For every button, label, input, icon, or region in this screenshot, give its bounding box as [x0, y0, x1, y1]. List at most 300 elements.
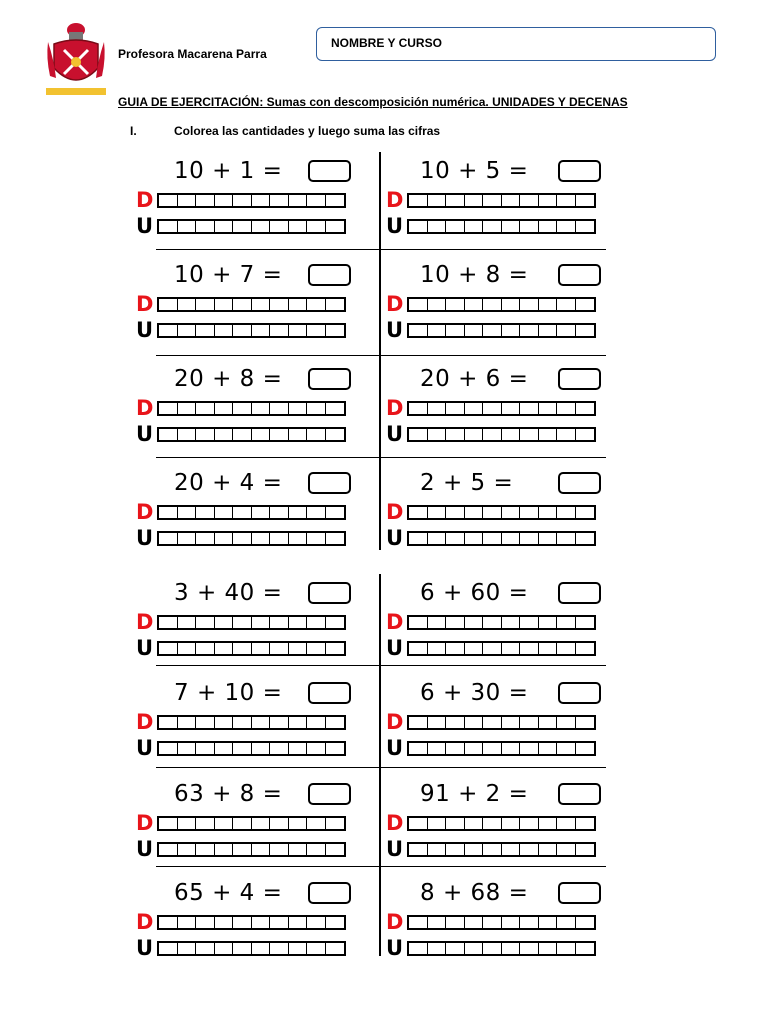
counting-cell[interactable]: [252, 429, 271, 440]
counting-cell[interactable]: [270, 195, 289, 206]
counting-cell[interactable]: [428, 917, 447, 928]
counting-cell[interactable]: [409, 617, 428, 628]
counting-cell[interactable]: [409, 221, 428, 232]
counting-cell[interactable]: [483, 717, 502, 728]
counting-cell[interactable]: [159, 743, 178, 754]
counting-cell[interactable]: [252, 844, 271, 855]
counting-cell[interactable]: [483, 221, 502, 232]
counting-cell[interactable]: [196, 818, 215, 829]
counting-cell[interactable]: [289, 617, 308, 628]
counting-cell[interactable]: [159, 844, 178, 855]
counting-cell[interactable]: [215, 917, 234, 928]
counting-cell[interactable]: [576, 533, 595, 544]
counting-cell[interactable]: [483, 403, 502, 414]
answer-box[interactable]: [558, 160, 601, 182]
answer-box[interactable]: [558, 882, 601, 904]
answer-box[interactable]: [308, 264, 351, 286]
counting-cell[interactable]: [215, 221, 234, 232]
counting-cell[interactable]: [233, 643, 252, 654]
counting-cell[interactable]: [326, 221, 345, 232]
counting-cell[interactable]: [159, 403, 178, 414]
counting-cell[interactable]: [233, 943, 252, 954]
counting-cell[interactable]: [270, 643, 289, 654]
counting-cell[interactable]: [446, 617, 465, 628]
counting-cell[interactable]: [428, 717, 447, 728]
counting-cell[interactable]: [502, 917, 521, 928]
counting-cell[interactable]: [576, 195, 595, 206]
counting-cell[interactable]: [215, 299, 234, 310]
counting-cell[interactable]: [576, 743, 595, 754]
counting-cell[interactable]: [557, 221, 576, 232]
counting-cell[interactable]: [215, 195, 234, 206]
counting-cell[interactable]: [252, 818, 271, 829]
counting-cell[interactable]: [539, 403, 558, 414]
counting-cell[interactable]: [326, 403, 345, 414]
counting-cell[interactable]: [252, 533, 271, 544]
counting-cell[interactable]: [270, 743, 289, 754]
counting-cell[interactable]: [483, 507, 502, 518]
counting-cell[interactable]: [270, 403, 289, 414]
counting-cell[interactable]: [270, 844, 289, 855]
counting-cell[interactable]: [557, 917, 576, 928]
counting-cell[interactable]: [557, 403, 576, 414]
counting-cell[interactable]: [270, 507, 289, 518]
counting-cell[interactable]: [409, 403, 428, 414]
counting-cell[interactable]: [576, 917, 595, 928]
counting-cell[interactable]: [289, 507, 308, 518]
counting-cell[interactable]: [428, 533, 447, 544]
counting-cell[interactable]: [520, 221, 539, 232]
answer-box[interactable]: [558, 783, 601, 805]
counting-cell[interactable]: [270, 221, 289, 232]
counting-cell[interactable]: [289, 533, 308, 544]
answer-box[interactable]: [308, 472, 351, 494]
counting-cell[interactable]: [465, 429, 484, 440]
counting-cell[interactable]: [446, 717, 465, 728]
counting-cell[interactable]: [465, 195, 484, 206]
counting-cell[interactable]: [409, 943, 428, 954]
counting-cell[interactable]: [215, 818, 234, 829]
counting-cell[interactable]: [502, 643, 521, 654]
counting-cell[interactable]: [428, 643, 447, 654]
counting-cell[interactable]: [326, 717, 345, 728]
counting-cell[interactable]: [252, 403, 271, 414]
counting-cell[interactable]: [465, 943, 484, 954]
counting-cell[interactable]: [409, 195, 428, 206]
counting-cell[interactable]: [233, 717, 252, 728]
counting-cell[interactable]: [465, 844, 484, 855]
counting-cell[interactable]: [502, 507, 521, 518]
counting-cell[interactable]: [326, 429, 345, 440]
counting-cell[interactable]: [557, 717, 576, 728]
counting-cell[interactable]: [307, 325, 326, 336]
counting-cell[interactable]: [252, 643, 271, 654]
counting-cell[interactable]: [465, 325, 484, 336]
counting-cell[interactable]: [428, 195, 447, 206]
counting-cell[interactable]: [289, 943, 308, 954]
counting-cell[interactable]: [576, 325, 595, 336]
counting-cell[interactable]: [576, 507, 595, 518]
counting-cell[interactable]: [446, 429, 465, 440]
counting-cell[interactable]: [465, 643, 484, 654]
counting-cell[interactable]: [539, 743, 558, 754]
counting-cell[interactable]: [576, 429, 595, 440]
counting-cell[interactable]: [520, 844, 539, 855]
counting-cell[interactable]: [483, 429, 502, 440]
counting-cell[interactable]: [178, 743, 197, 754]
counting-cell[interactable]: [252, 917, 271, 928]
counting-cell[interactable]: [215, 429, 234, 440]
counting-cell[interactable]: [307, 299, 326, 310]
counting-cell[interactable]: [409, 717, 428, 728]
counting-cell[interactable]: [539, 299, 558, 310]
counting-cell[interactable]: [446, 299, 465, 310]
counting-cell[interactable]: [178, 429, 197, 440]
counting-cell[interactable]: [326, 643, 345, 654]
counting-cell[interactable]: [233, 195, 252, 206]
counting-cell[interactable]: [178, 325, 197, 336]
counting-cell[interactable]: [409, 429, 428, 440]
counting-cell[interactable]: [307, 917, 326, 928]
counting-cell[interactable]: [270, 429, 289, 440]
counting-cell[interactable]: [326, 943, 345, 954]
counting-cell[interactable]: [539, 429, 558, 440]
counting-cell[interactable]: [307, 221, 326, 232]
counting-cell[interactable]: [465, 533, 484, 544]
counting-cell[interactable]: [178, 195, 197, 206]
counting-cell[interactable]: [428, 617, 447, 628]
counting-cell[interactable]: [428, 299, 447, 310]
counting-cell[interactable]: [215, 943, 234, 954]
counting-cell[interactable]: [502, 403, 521, 414]
counting-cell[interactable]: [483, 844, 502, 855]
counting-cell[interactable]: [270, 299, 289, 310]
counting-cell[interactable]: [409, 507, 428, 518]
counting-cell[interactable]: [233, 917, 252, 928]
counting-cell[interactable]: [576, 617, 595, 628]
counting-cell[interactable]: [215, 533, 234, 544]
counting-cell[interactable]: [520, 643, 539, 654]
counting-cell[interactable]: [196, 195, 215, 206]
counting-cell[interactable]: [307, 617, 326, 628]
counting-cell[interactable]: [289, 844, 308, 855]
counting-cell[interactable]: [483, 818, 502, 829]
counting-cell[interactable]: [465, 507, 484, 518]
answer-box[interactable]: [308, 160, 351, 182]
counting-cell[interactable]: [520, 943, 539, 954]
counting-cell[interactable]: [307, 643, 326, 654]
counting-cell[interactable]: [307, 507, 326, 518]
counting-cell[interactable]: [409, 533, 428, 544]
counting-cell[interactable]: [326, 195, 345, 206]
counting-cell[interactable]: [502, 533, 521, 544]
counting-cell[interactable]: [502, 221, 521, 232]
counting-cell[interactable]: [428, 943, 447, 954]
counting-cell[interactable]: [233, 743, 252, 754]
counting-cell[interactable]: [557, 429, 576, 440]
counting-cell[interactable]: [446, 221, 465, 232]
counting-cell[interactable]: [409, 325, 428, 336]
counting-cell[interactable]: [326, 299, 345, 310]
counting-cell[interactable]: [233, 325, 252, 336]
counting-cell[interactable]: [196, 325, 215, 336]
counting-cell[interactable]: [483, 917, 502, 928]
counting-cell[interactable]: [539, 325, 558, 336]
counting-cell[interactable]: [196, 429, 215, 440]
counting-cell[interactable]: [289, 325, 308, 336]
counting-cell[interactable]: [539, 507, 558, 518]
counting-cell[interactable]: [446, 818, 465, 829]
counting-cell[interactable]: [178, 917, 197, 928]
counting-cell[interactable]: [159, 533, 178, 544]
counting-cell[interactable]: [159, 507, 178, 518]
counting-cell[interactable]: [520, 429, 539, 440]
counting-cell[interactable]: [409, 643, 428, 654]
counting-cell[interactable]: [307, 943, 326, 954]
counting-cell[interactable]: [289, 917, 308, 928]
counting-cell[interactable]: [233, 221, 252, 232]
counting-cell[interactable]: [252, 325, 271, 336]
counting-cell[interactable]: [178, 717, 197, 728]
counting-cell[interactable]: [196, 299, 215, 310]
counting-cell[interactable]: [159, 195, 178, 206]
counting-cell[interactable]: [196, 943, 215, 954]
counting-cell[interactable]: [196, 403, 215, 414]
counting-cell[interactable]: [557, 743, 576, 754]
counting-cell[interactable]: [178, 617, 197, 628]
counting-cell[interactable]: [502, 195, 521, 206]
counting-cell[interactable]: [289, 221, 308, 232]
counting-cell[interactable]: [520, 818, 539, 829]
counting-cell[interactable]: [576, 818, 595, 829]
counting-cell[interactable]: [483, 195, 502, 206]
counting-cell[interactable]: [539, 917, 558, 928]
counting-cell[interactable]: [196, 743, 215, 754]
counting-cell[interactable]: [557, 943, 576, 954]
counting-cell[interactable]: [409, 743, 428, 754]
counting-cell[interactable]: [557, 818, 576, 829]
counting-cell[interactable]: [409, 917, 428, 928]
counting-cell[interactable]: [502, 844, 521, 855]
counting-cell[interactable]: [233, 429, 252, 440]
counting-cell[interactable]: [270, 717, 289, 728]
counting-cell[interactable]: [270, 917, 289, 928]
counting-cell[interactable]: [252, 195, 271, 206]
counting-cell[interactable]: [233, 507, 252, 518]
counting-cell[interactable]: [289, 195, 308, 206]
answer-box[interactable]: [308, 582, 351, 604]
counting-cell[interactable]: [159, 818, 178, 829]
counting-cell[interactable]: [270, 818, 289, 829]
counting-cell[interactable]: [539, 221, 558, 232]
counting-cell[interactable]: [307, 195, 326, 206]
counting-cell[interactable]: [196, 844, 215, 855]
counting-cell[interactable]: [539, 818, 558, 829]
counting-cell[interactable]: [326, 325, 345, 336]
counting-cell[interactable]: [557, 844, 576, 855]
counting-cell[interactable]: [502, 717, 521, 728]
counting-cell[interactable]: [233, 533, 252, 544]
counting-cell[interactable]: [196, 617, 215, 628]
counting-cell[interactable]: [465, 221, 484, 232]
counting-cell[interactable]: [252, 299, 271, 310]
counting-cell[interactable]: [307, 533, 326, 544]
counting-cell[interactable]: [557, 507, 576, 518]
counting-cell[interactable]: [159, 429, 178, 440]
counting-cell[interactable]: [233, 403, 252, 414]
counting-cell[interactable]: [307, 844, 326, 855]
counting-cell[interactable]: [196, 507, 215, 518]
counting-cell[interactable]: [520, 403, 539, 414]
counting-cell[interactable]: [289, 643, 308, 654]
counting-cell[interactable]: [465, 743, 484, 754]
answer-box[interactable]: [308, 882, 351, 904]
counting-cell[interactable]: [576, 643, 595, 654]
counting-cell[interactable]: [557, 643, 576, 654]
counting-cell[interactable]: [326, 533, 345, 544]
counting-cell[interactable]: [557, 299, 576, 310]
counting-cell[interactable]: [215, 403, 234, 414]
counting-cell[interactable]: [446, 507, 465, 518]
counting-cell[interactable]: [446, 403, 465, 414]
counting-cell[interactable]: [215, 507, 234, 518]
counting-cell[interactable]: [520, 299, 539, 310]
counting-cell[interactable]: [178, 507, 197, 518]
counting-cell[interactable]: [483, 943, 502, 954]
counting-cell[interactable]: [428, 818, 447, 829]
counting-cell[interactable]: [289, 743, 308, 754]
answer-box[interactable]: [558, 682, 601, 704]
counting-cell[interactable]: [196, 221, 215, 232]
counting-cell[interactable]: [215, 617, 234, 628]
counting-cell[interactable]: [483, 299, 502, 310]
counting-cell[interactable]: [409, 299, 428, 310]
counting-cell[interactable]: [409, 844, 428, 855]
counting-cell[interactable]: [502, 429, 521, 440]
counting-cell[interactable]: [159, 917, 178, 928]
counting-cell[interactable]: [539, 533, 558, 544]
counting-cell[interactable]: [326, 507, 345, 518]
counting-cell[interactable]: [289, 818, 308, 829]
counting-cell[interactable]: [502, 617, 521, 628]
counting-cell[interactable]: [520, 717, 539, 728]
counting-cell[interactable]: [252, 717, 271, 728]
answer-box[interactable]: [558, 264, 601, 286]
counting-cell[interactable]: [483, 617, 502, 628]
counting-cell[interactable]: [159, 617, 178, 628]
counting-cell[interactable]: [326, 743, 345, 754]
counting-cell[interactable]: [159, 943, 178, 954]
counting-cell[interactable]: [215, 844, 234, 855]
counting-cell[interactable]: [307, 429, 326, 440]
counting-cell[interactable]: [252, 943, 271, 954]
counting-cell[interactable]: [252, 617, 271, 628]
counting-cell[interactable]: [428, 844, 447, 855]
counting-cell[interactable]: [178, 299, 197, 310]
counting-cell[interactable]: [270, 943, 289, 954]
counting-cell[interactable]: [159, 717, 178, 728]
counting-cell[interactable]: [428, 403, 447, 414]
counting-cell[interactable]: [428, 429, 447, 440]
counting-cell[interactable]: [539, 195, 558, 206]
counting-cell[interactable]: [502, 818, 521, 829]
counting-cell[interactable]: [196, 717, 215, 728]
counting-cell[interactable]: [520, 195, 539, 206]
counting-cell[interactable]: [178, 221, 197, 232]
counting-cell[interactable]: [502, 325, 521, 336]
counting-cell[interactable]: [178, 844, 197, 855]
counting-cell[interactable]: [233, 818, 252, 829]
counting-cell[interactable]: [502, 943, 521, 954]
counting-cell[interactable]: [307, 717, 326, 728]
counting-cell[interactable]: [178, 403, 197, 414]
counting-cell[interactable]: [520, 507, 539, 518]
counting-cell[interactable]: [557, 325, 576, 336]
counting-cell[interactable]: [159, 643, 178, 654]
counting-cell[interactable]: [159, 221, 178, 232]
counting-cell[interactable]: [446, 643, 465, 654]
counting-cell[interactable]: [465, 403, 484, 414]
counting-cell[interactable]: [446, 743, 465, 754]
counting-cell[interactable]: [520, 617, 539, 628]
counting-cell[interactable]: [289, 717, 308, 728]
counting-cell[interactable]: [178, 533, 197, 544]
counting-cell[interactable]: [446, 844, 465, 855]
counting-cell[interactable]: [409, 818, 428, 829]
counting-cell[interactable]: [576, 299, 595, 310]
counting-cell[interactable]: [196, 643, 215, 654]
counting-cell[interactable]: [215, 325, 234, 336]
counting-cell[interactable]: [252, 743, 271, 754]
counting-cell[interactable]: [215, 643, 234, 654]
answer-box[interactable]: [558, 472, 601, 494]
answer-box[interactable]: [558, 582, 601, 604]
counting-cell[interactable]: [539, 617, 558, 628]
counting-cell[interactable]: [557, 617, 576, 628]
counting-cell[interactable]: [465, 717, 484, 728]
counting-cell[interactable]: [428, 743, 447, 754]
counting-cell[interactable]: [520, 917, 539, 928]
counting-cell[interactable]: [502, 743, 521, 754]
counting-cell[interactable]: [502, 299, 521, 310]
counting-cell[interactable]: [252, 507, 271, 518]
counting-cell[interactable]: [326, 844, 345, 855]
counting-cell[interactable]: [215, 717, 234, 728]
counting-cell[interactable]: [196, 533, 215, 544]
answer-box[interactable]: [558, 368, 601, 390]
counting-cell[interactable]: [446, 195, 465, 206]
counting-cell[interactable]: [576, 717, 595, 728]
counting-cell[interactable]: [446, 943, 465, 954]
counting-cell[interactable]: [539, 643, 558, 654]
counting-cell[interactable]: [465, 818, 484, 829]
counting-cell[interactable]: [539, 717, 558, 728]
counting-cell[interactable]: [428, 221, 447, 232]
counting-cell[interactable]: [233, 299, 252, 310]
counting-cell[interactable]: [520, 325, 539, 336]
counting-cell[interactable]: [539, 943, 558, 954]
counting-cell[interactable]: [326, 617, 345, 628]
counting-cell[interactable]: [326, 818, 345, 829]
counting-cell[interactable]: [307, 818, 326, 829]
counting-cell[interactable]: [483, 643, 502, 654]
counting-cell[interactable]: [178, 818, 197, 829]
counting-cell[interactable]: [465, 917, 484, 928]
counting-cell[interactable]: [270, 617, 289, 628]
counting-cell[interactable]: [307, 403, 326, 414]
counting-cell[interactable]: [483, 533, 502, 544]
counting-cell[interactable]: [289, 299, 308, 310]
